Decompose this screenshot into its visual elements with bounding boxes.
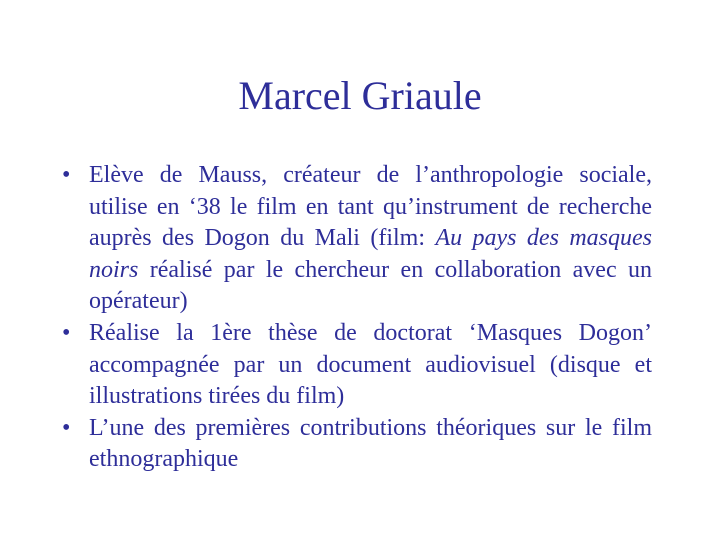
bullet-dot-icon: •	[62, 162, 71, 188]
bullet-dot-icon: •	[62, 414, 71, 441]
bullet-dot-icon: •	[62, 319, 71, 346]
bullet-1-text-before: Elève de Mauss, créateur de l’anthropologie sociale, utilise en ‘38 le film en tant qu’instrument de recherche auprès des Dogon du Mali (film:	[89, 162, 652, 252]
bullet-1-text-after: réalisé par le chercheur en collaboration avec un opérateur)	[89, 256, 652, 315]
slide-title: Marcel Griaule	[238, 73, 482, 118]
bullet-2-text: Réalise la 1ère thèse de doctorat ‘Masques Dogon’ accompagnée par un document audiovisuel (disque et illustrations tirées du film)	[89, 319, 652, 410]
bullet-item-1	[62, 160, 652, 318]
bullet-item-2	[62, 318, 652, 413]
bullet-3-text: L’une des premières contributions théoriques sur le film ethnographique	[89, 414, 652, 473]
bullet-list	[62, 160, 652, 476]
film-title-italic: Au pays des masques noirs	[89, 225, 652, 283]
bullet-item-3	[62, 413, 652, 476]
